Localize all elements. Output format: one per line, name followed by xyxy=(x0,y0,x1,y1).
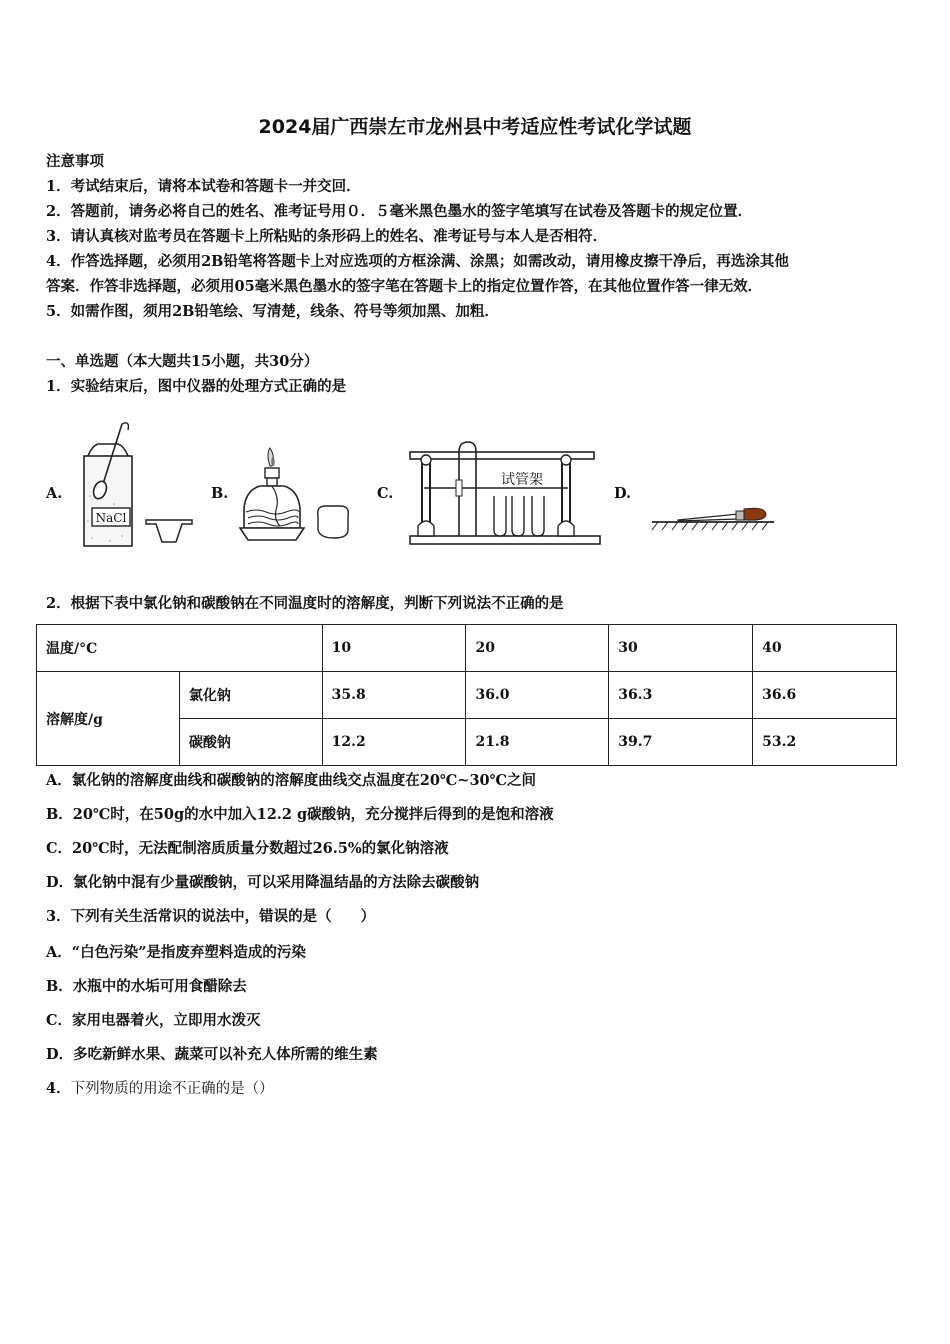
q1-option-c-label: C. xyxy=(377,485,394,502)
question-4-number: 4． xyxy=(46,1080,71,1097)
notice-heading: 注意事项 xyxy=(46,153,104,170)
notice-item-2: 2．答题前，请务必将自己的姓名、准考证号用０．５毫米黑色墨水的签字笔填写在试卷及答题卡的规定位置． xyxy=(46,203,753,220)
q3-option-a: A．“白色污染”是指废弃塑料造成的污染 xyxy=(46,944,306,961)
question-3-stem: 3．下列有关生活常识的说法中，错误的是（ ） xyxy=(46,908,376,925)
test-tube-rack-figure xyxy=(404,440,604,548)
alcohol-lamp-figure xyxy=(236,440,354,548)
value-cell: 21.8 xyxy=(466,719,609,766)
notice-item-3: 3．请认真核对监考员在答题卡上所粘贴的条形码上的姓名、准考证号与本人是否相符． xyxy=(46,228,608,245)
q2-option-a: A．氯化钠的溶解度曲线和碳酸钠的溶解度曲线交点温度在20℃~30℃之间 xyxy=(46,772,537,789)
q2-option-d: D．氯化钠中混有少量碳酸钠，可以采用降温结晶的方法除去碳酸钠 xyxy=(46,874,480,891)
q2-option-b: B．20℃时，在50g的水中加入12.2 g碳酸钠，充分搅拌后得到的是饱和溶液 xyxy=(46,806,554,823)
rack-label: 试管架 xyxy=(501,472,543,488)
dropper-figure xyxy=(648,500,778,536)
temp-cell: 30 xyxy=(609,625,753,672)
q3-option-c: C．家用电器着火，立即用水泼灭 xyxy=(46,1012,261,1029)
temp-cell: 10 xyxy=(322,625,466,672)
q1-option-a-label: A. xyxy=(46,485,63,502)
notice-item-5: 5．如需作图，须用2B铅笔绘、写清楚，线条、符号等须加黑、加粗． xyxy=(46,303,499,320)
solubility-table xyxy=(36,624,897,766)
value-cell: 35.8 xyxy=(322,672,466,719)
substance-name-cell: 碳酸钠 xyxy=(179,719,322,766)
q3-option-d: D．多吃新鲜水果、蔬菜可以补充人体所需的维生素 xyxy=(46,1046,378,1063)
notice-item-1: 1．考试结束后，请将本试卷和答题卡一并交回． xyxy=(46,178,361,195)
question-2-stem: 2．根据下表中氯化钠和碳酸钠在不同温度时的溶解度，判断下列说法不正确的是 xyxy=(46,595,564,612)
nacl-label: NaCl xyxy=(95,511,127,525)
value-cell: 36.6 xyxy=(753,672,897,719)
reagent-bottle-figure xyxy=(70,416,200,552)
value-cell: 12.2 xyxy=(322,719,466,766)
temp-header-cell: 温度/°C xyxy=(37,625,323,672)
q2-option-c: C．20℃时，无法配制溶质质量分数超过26.5%的氯化钠溶液 xyxy=(46,840,449,857)
q1-option-d-label: D. xyxy=(614,485,632,502)
question-4-stem: 下列物质的用途不正确的是（） xyxy=(70,1081,274,1097)
solubility-header-cell: 溶解度/g xyxy=(37,672,180,766)
value-cell: 36.0 xyxy=(466,672,609,719)
q3-option-b: B．水瓶中的水垢可用食醋除去 xyxy=(46,978,247,995)
section-heading: 一、单选题（本大题共15小题，共30分） xyxy=(46,353,319,370)
question-4 xyxy=(46,1079,906,1099)
question-1-stem: 1．实验结束后，图中仪器的处理方式正确的是 xyxy=(46,378,347,395)
table-row xyxy=(37,672,897,719)
q1-option-b-label: B. xyxy=(211,485,229,502)
temp-cell: 40 xyxy=(753,625,897,672)
value-cell: 39.7 xyxy=(609,719,753,766)
notice-item-4: 4．作答选择题，必须用2B铅笔将答题卡上对应选项的方框涂满、涂黑；如需改动，请用橡皮擦干净后，再选涂其他 xyxy=(46,253,789,270)
value-cell: 53.2 xyxy=(753,719,897,766)
notice-item-4-cont: 答案．作答非选择题，必须用05毫米黑色墨水的签字笔在答题卡上的指定位置作答，在其他位置作答一律无效． xyxy=(46,278,763,295)
table-row xyxy=(37,625,897,672)
page-title: 2024届广西崇左市龙州县中考适应性考试化学试题 xyxy=(258,116,692,138)
temp-cell: 20 xyxy=(466,625,609,672)
substance-name-cell: 氯化钠 xyxy=(179,672,322,719)
value-cell: 36.3 xyxy=(609,672,753,719)
